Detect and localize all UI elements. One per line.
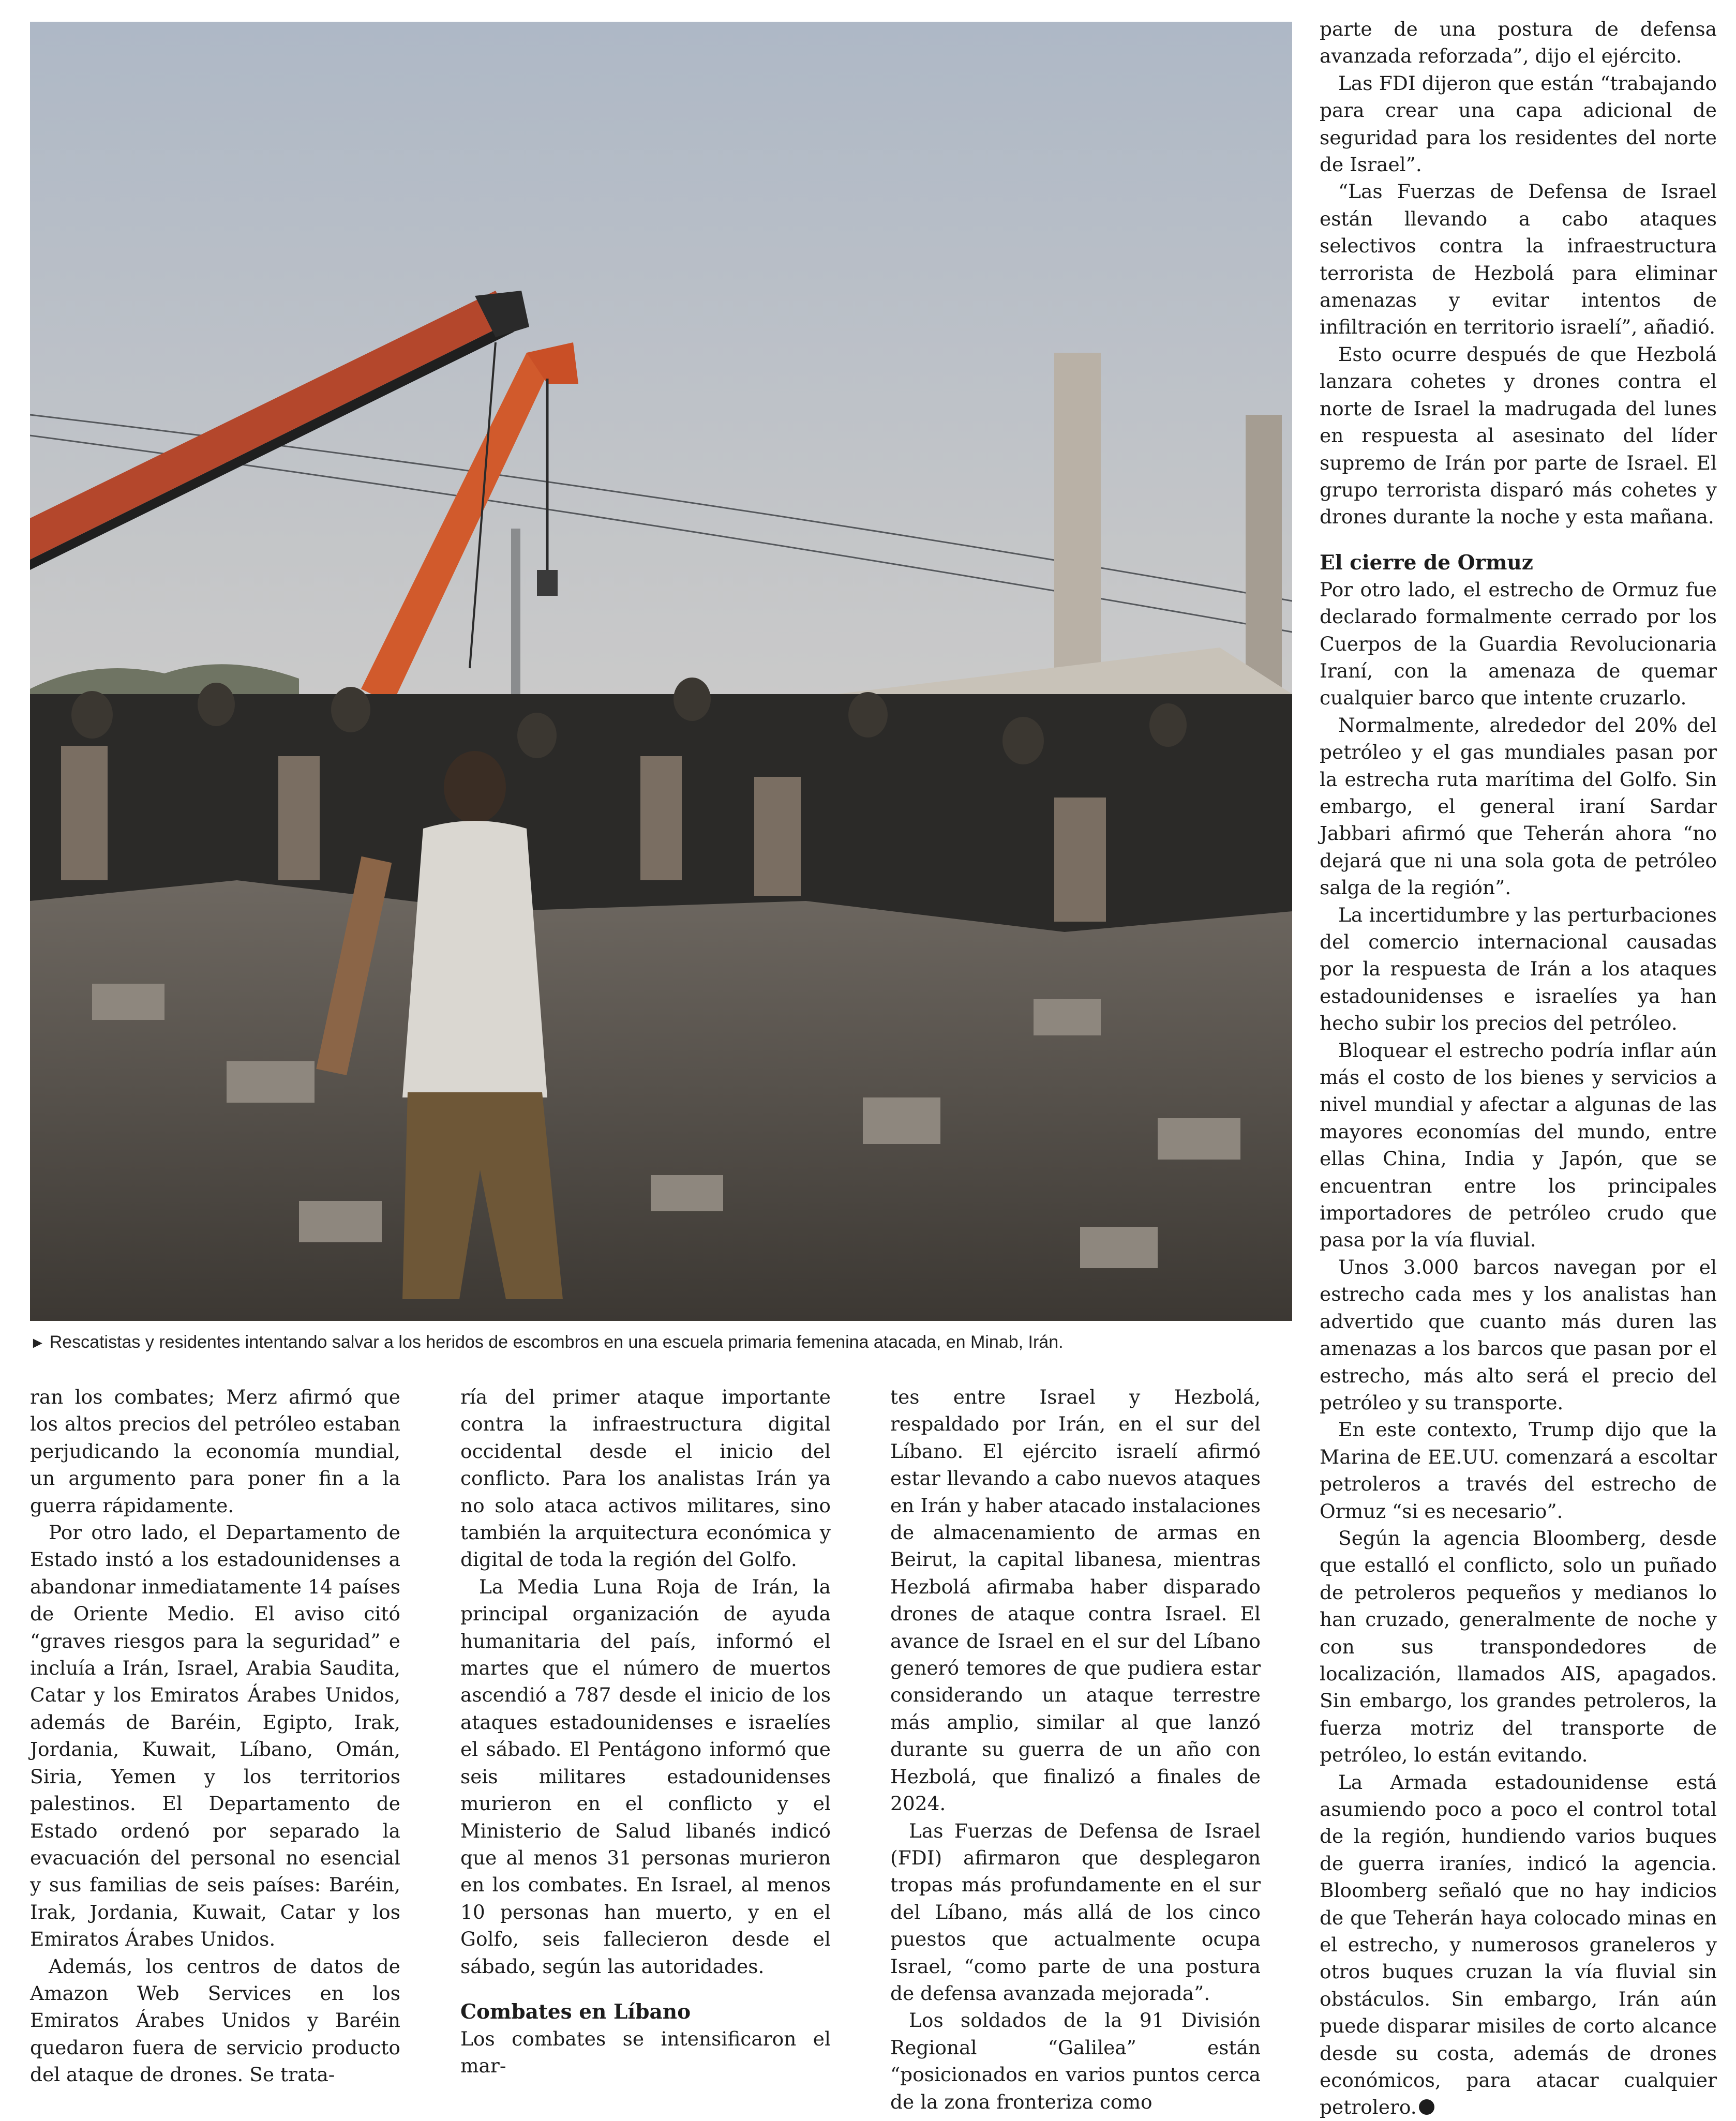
paragraph: La incertidumbre y las perturbaciones del comercio internacional causadas por la respuesta de Irán a los ataques estadounidenses e israelíes ya han hecho subir los precios del petróleo.: [1320, 903, 1717, 1035]
paragraph: Por otro lado, el estrecho de Ormuz fue declarado formalmente cerrado por los Cuerpos de la Guardia Revolucionaria Iraní, con la amenaza de quemar cualquier barco que intente cruzarlo.: [1320, 578, 1717, 710]
paragraph: La Media Luna Roja de Irán, la principal organización de ayuda humanitaria del país, informó el martes que el número de muertos ascendió a 787 desde el inicio de los ataques estadounidenses e israelíes el sábado. El Pentágono informó que seis militares estadounidenses murieron en el conflicto y el Ministerio de Salud libanés indicó que al menos 31 personas murieron en los combates. En Israel, al menos 10 personas han muerto, y en el Golfo, seis fallecieron desde el sábado, según las autoridades.: [460, 1575, 831, 1978]
section-heading: Combates en Líbano: [460, 1999, 691, 2024]
caption-text: Rescatistas y residentes intentando salvar a los heridos de escombros en una escuela primaria femenina atacada, en Minab, Irán.: [49, 1332, 1064, 1352]
article-column-2: [460, 1383, 831, 2080]
paragraph: ran los combates; Merz afirmó que los altos precios del petróleo estaban perjudicando la economía mundial, un argumento para poner fin a la guerra rápidamente.: [30, 1386, 400, 1517]
paragraph: Esto ocurre después de que Hezbolá lanzara cohetes y drones contra el norte de Israel la madrugada del lunes en respuesta al asesinato del líder supremo de Irán por parte de Israel. El grupo terrorista disparó más cohetes y drones durante la noche y esta mañana.: [1320, 342, 1717, 529]
paragraph: tes entre Israel y Hezbolá, respaldado por Irán, en el sur del Líbano. El ejército israelí afirmó estar llevando a cabo nuevos ataques en Irán y haber atacado instalaciones de almacenamiento de armas en Beirut, la capital libanesa, mientras Hezbolá afirmaba haber disparado drones de ataque contra Israel. El avance de Israel en el sur del Líbano generó temores de que pudiera estar considerando un ataque terrestre más amplio, similar al que lanzó durante su guerra de un año con Hezbolá, que finalizó a finales de 2024.: [890, 1386, 1261, 1815]
photo-caption: [30, 1329, 1292, 1356]
paragraph: Bloquear el estrecho podría inflar aún más el costo de los bienes y servicios a nivel mundial y afectar a algunas de las mayores economías del mundo, entre ellas China, India y Japón, que se encuentran entre los principales importadores de petróleo crudo que pasa por la vía fluvial.: [1320, 1039, 1717, 1252]
paragraph: Los soldados de la 91 División Regional “Galilea” están “posicionados en varios puntos cerca de la zona fronteriza como: [890, 2009, 1261, 2113]
news-photo: [30, 22, 1292, 1321]
paragraph: En este contexto, Trump dijo que la Marina de EE.UU. comenzará a escoltar petroleros a través del estrecho de Ormuz “si es necesario”.: [1320, 1418, 1717, 1523]
paragraph: Además, los centros de datos de Amazon Web Services en los Emiratos Árabes Unidos y Baréin quedaron fuera de servicio producto del ataque de drones. Se trata-: [30, 1954, 400, 2086]
paragraph: ría del primer ataque importante contra la infraestructura digital occidental desde el inicio del conflicto. Para los analistas Irán ya no solo ataca activos militares, sino también la arquitectura económica y digital de toda la región del Golfo.: [460, 1386, 831, 1571]
end-mark-icon: [1419, 2099, 1434, 2115]
article-column-1: [30, 1383, 400, 2088]
article-column-4: [1320, 16, 1717, 2121]
paragraph: Según la agencia Bloomberg, desde que estalló el conflicto, solo un puñado de petroleros pequeños y medianos lo han cruzado, generalmente de noche y con sus transpondedores de localización, llamados AIS, apagados. Sin embargo, los grandes petroleros, la fuerza motriz del transporte de petróleo, lo están evitando.: [1320, 1526, 1717, 1767]
paragraph: Los combates se intensificaron el mar-: [460, 2027, 831, 2078]
paragraph: Unos 3.000 barcos navegan por el estrecho cada mes y los analistas han advertido que cuanto más duren las amenazas a los barcos que pasan por el estrecho, más alto será el precio del petróleo y su transporte.: [1320, 1255, 1717, 1414]
paragraph-text: La Armada estadounidense está asumiendo poco a poco el control total de la región, hundiendo varios buques de guerra iraníes, indicó la agencia. Bloomberg señaló que no hay indicios de que Teherán haya colocado minas en el estrecho, y numerosos graneleros y otros buques cruzan la vía fluvial sin obstáculos. Sin embargo, Irán aún puede disparar misiles de corto alcance desde su costa, además de drones económicos, para atacar cualquier petrolero.: [1320, 1770, 1717, 2119]
caption-arrow-icon: ►: [30, 1334, 46, 1351]
rescue-scene-image: [30, 22, 1292, 1321]
paragraph: Por otro lado, el Departamento de Estado instó a los estadounidenses a abandonar inmediatamente 14 países de Oriente Medio. El aviso citó “graves riesgos para la seguridad” e incluía a Irán, Israel, Arabia Saudita, Catar y los Emiratos Árabes Unidos, además de Baréin, Egipto, Irak, Jordania, Kuwait, Líbano, Omán, Siria, Yemen y los territorios palestinos. El Departamento de Estado ordenó por separado la evacuación del personal no esencial y sus familias de seis países: Baréin, Irak, Jordania, Kuwait, Catar y los Emiratos Árabes Unidos.: [30, 1521, 400, 1951]
paragraph: Las FDI dijeron que están “trabajando para crear una capa adicional de seguridad para los residentes del norte de Israel”.: [1320, 71, 1717, 176]
paragraph: Normalmente, alrededor del 20% del petróleo y el gas mundiales pasan por la estrecha ruta marítima del Golfo. Sin embargo, el general iraní Sardar Jabbari afirmó que Teherán ahora “no dejará que ni una sola gota de petróleo salga de la región”.: [1320, 713, 1717, 899]
paragraph: Las Fuerzas de Defensa de Israel (FDI) afirmaron que desplegaron tropas más profundamente en el sur del Líbano, más allá de los cinco puestos que actualmente ocupa Israel, “como parte de una postura de defensa avanzada mejorada”.: [890, 1819, 1261, 2005]
article-column-3: [890, 1383, 1261, 2115]
paragraph: parte de una postura de defensa avanzada reforzada”, dijo el ejército.: [1320, 18, 1717, 68]
section-heading: El cierre de Ormuz: [1320, 550, 1533, 575]
paragraph: “Las Fuerzas de Defensa de Israel están llevando a cabo ataques selectivos contra la infraestructura terrorista de Hezbolá para eliminar amenazas y evitar intentos de infiltración en territorio israelí”, añadió.: [1320, 180, 1717, 339]
paragraph: [1320, 1769, 1717, 2121]
